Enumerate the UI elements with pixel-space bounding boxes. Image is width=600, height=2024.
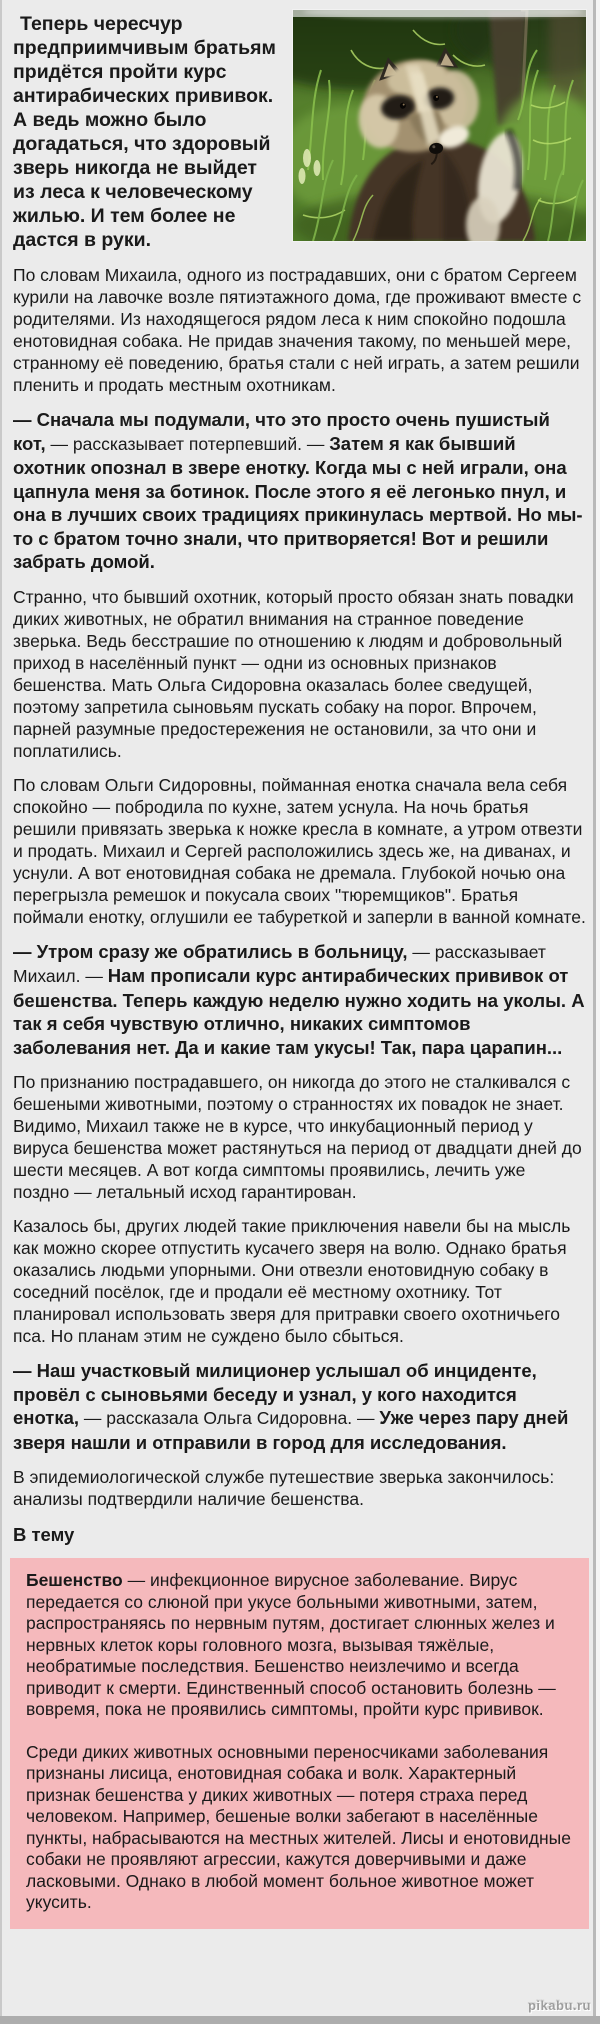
text-segment: Казалось бы, других людей такие приключения навели бы на мысль как можно скорее отпустить кусачего зверя на волю. Однако братья оказались людьми упорными. Они отвезли енотовидную собаку в соседний посёлок, где и продали её местному охотнику. Тот планировал использовать зверя для притравки своего охотничьего пса. Но планам этим не суждено было сбыться. [13,1216,571,1346]
raccoon-dog-photo [293,10,586,241]
text-segment: — рассказала Ольга Сидоровна. — [79,1408,380,1428]
text-segment: По признанию пострадавшего, он никогда до этого не сталкивался с бешеными животными, поэтому о странностях их повадок не знает. Видимо, Михаил также не в курсе, что инкубационный период у вируса бешенства может растянуться на период от двадцати дней до шести месяцев. А вот когда симптомы проявились, лечить уже поздно — летальный исход гарантирован. [13,1072,582,1202]
bold-text-segment: Бешенство [26,1570,123,1590]
paragraph [26,1570,575,1721]
paragraph [13,1071,586,1203]
intro-paragraph: Теперь чересчур предприимчивым братьям придётся пройти курс антирабических прививок. А ведь можно было догадаться, что здоровый зверь никогда не выйдет из леса к человеческому жилью. И тем более не дастся в руки. [13,13,276,251]
text-segment: — рассказывает Михаил. — [13,941,546,986]
info-box [10,1558,589,1929]
paragraph [13,264,586,396]
paragraph [13,774,586,928]
article-body [13,264,586,1510]
paragraph [13,586,586,762]
bold-text-segment: — Наш участковый милиционер услышал об инциденте, провёл с сыновьями беседу и узнал, у кого находится енотка, [13,1360,537,1428]
paragraph [13,1215,586,1347]
raccoon-dog-illustration [293,10,586,241]
paragraph [13,408,586,574]
section-header: В тему [13,1524,75,1545]
text-segment: Странно, что бывший охотник, который просто обязан знать повадки диких животных, не обратил внимания на странное поведение зверька. Ведь бесстрашие по отношению к людям и добровольный приход в населённый пункт — одни из основных признаков бешенства. Мать Ольга Сидоровна оказалась более сведущей, поэтому запретила сыновьям пускать собаку на порог. Впрочем, парней разумные предостережения не остановили, за что они и поплатились. [13,586,574,761]
text-segment: Среди диких животных основными переносчиками заболевания признаны лисица, енотовидная собака и волк. Характерный признак бешенства у диких животных — потеря страха перед человеком. Например, бешеные волки забегают в населённые пункты, набрасываются на местных жителей. Лисы и енотовидные собаки не проявляют агрессии, кажутся доверчивыми и даже ласковыми. Однако в любой момент больное животное может укусить. [26,1741,571,1912]
bold-text-segment: — Сначала мы подумали, что это просто очень пушистый кот, [13,409,550,454]
bottom-border-strip [0,2016,600,2024]
bold-text-segment: Нам прописали курс антирабических прививок от бешенства. Теперь каждую неделю нужно ходить на уколы. А так я себя чувствую отлично, никаких симптомов заболевания нет. Да и какие там укусы! Так, пара царапин... [13,965,585,1058]
bold-text-segment: Затем я как бывший охотник опознал в звере енотку. Когда мы с ней играли, она цапнула меня за ботинок. После этого я её легонько пнул, и она в лучших своих традициях прикинулась мертвой. Но мы-то с братом точно знали, что притворяется! Вот и решили забрать домой. [13,432,583,572]
bold-text-segment: — Утром сразу же обратились в больницу, [13,940,408,962]
text-segment: В эпидемиологической службе путешествие зверька закончилось: анализы подтвердили наличие бешенства. [13,1467,555,1509]
paragraph [13,1466,586,1510]
watermark: pikabu.ru [527,1998,591,2013]
paragraph [13,940,586,1060]
text-segment: — рассказывает потерпевший. — [45,433,330,454]
paragraph [13,1359,586,1454]
bold-text-segment: Уже через пару дней зверя нашли и отправили в город для исследования. [13,1407,569,1453]
text-segment: По словам Михаила, одного из пострадавших, они с братом Сергеем курили на лавочке возле пятиэтажного дома, где проживают вместе с родителями. Из находящегося рядом леса к ним спокойно подошла енотовидная собака. Не придав значения такому, по меньшей мере, странному её поведению, братья стали с ней играть, а затем решили пленить и продать местным охотникам. [13,265,582,395]
paragraph [26,1742,575,1914]
article-lead [13,0,586,252]
text-segment: По словам Ольги Сидоровны, пойманная енотка сначала вела себя спокойно — побродила по кухне, затем уснула. На ночь братья решили привязать зверька к ножке кресла в комнате, а утром отвезти и продать. Михаил и Сергей расположились здесь же, на диванах, и уснули. А вот енотовидная собака не дремала. Глубокой ночью она перегрызла ремешок и покусала своих "тюремщиков". Братья поймали енотку, оглушили ее табуреткой и заперли в ванной комнате. [13,774,586,927]
text-segment: — инфекционное вирусное заболевание. Вирус передается со слюной при укусе больными животными, затем, распространяясь по нервным путям, достигает слюнных желез и нервных клеток коры головного мозга, вызывая тяжёлые, необратимые последствия. Бешенство неизлечимо и всегда приводит к смерти. Единственный способ остановить болезнь — вовремя, пока не проявились симптомы, пройти курс прививок. [26,1570,556,1719]
